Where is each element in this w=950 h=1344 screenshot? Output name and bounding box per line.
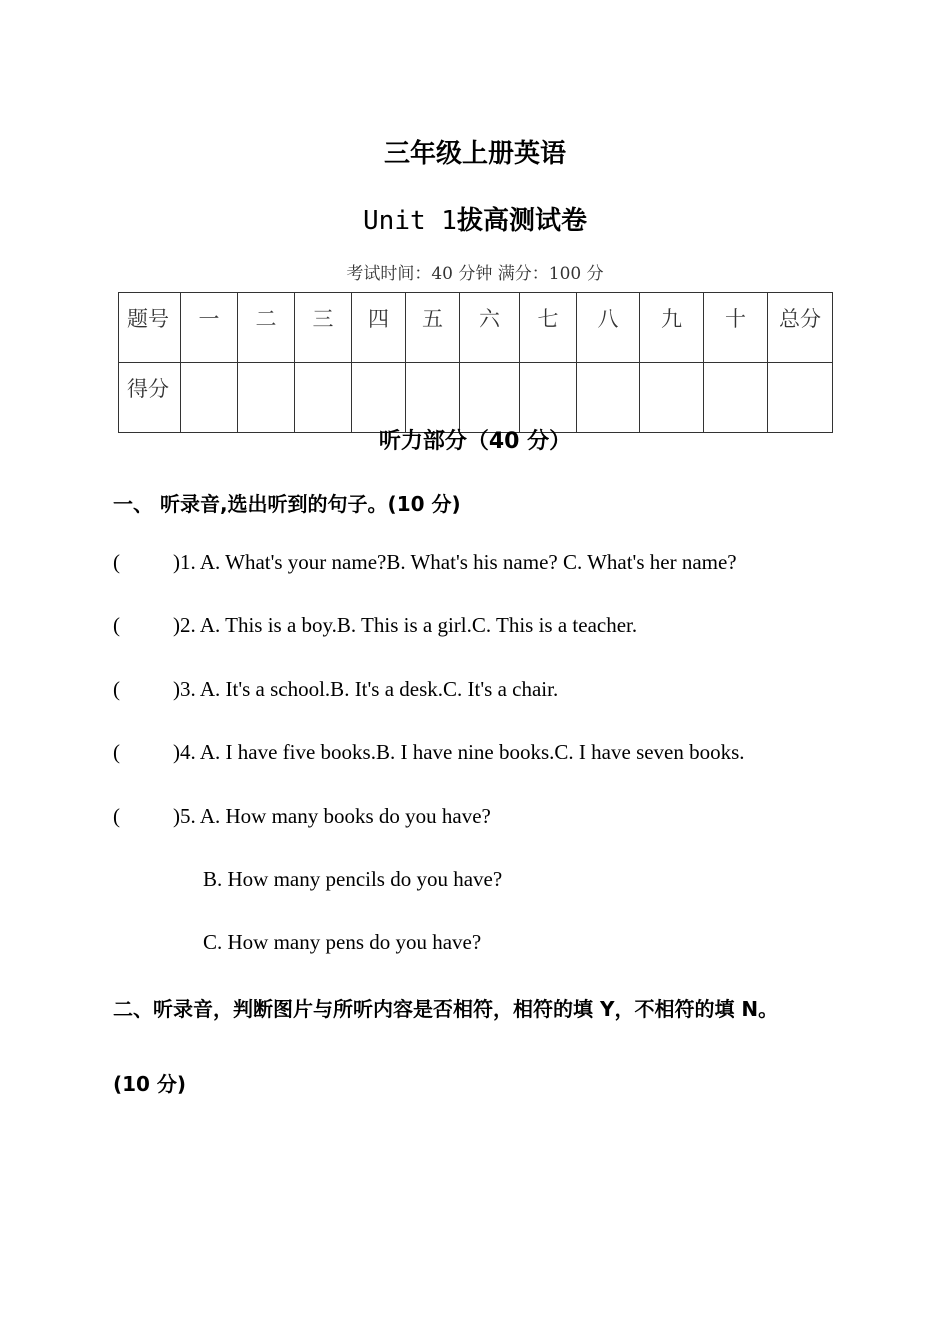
header-cell-total: 总分 <box>768 293 833 363</box>
question-text: )3. A. It's a school.B. It's a desk.C. It's a chair. <box>173 677 559 701</box>
part2-points: (10 分) <box>113 1072 187 1096</box>
header-cell: 五 <box>406 293 460 363</box>
header-cell: 一 <box>181 293 238 363</box>
score-cell[interactable] <box>640 363 704 433</box>
answer-blank[interactable]: ( <box>113 613 120 637</box>
question-text: )2. A. This is a boy.B. This is a girl.C. This is a teacher. <box>173 613 638 637</box>
score-cell-total[interactable] <box>768 363 833 433</box>
header-cell: 六 <box>460 293 520 363</box>
answer-blank[interactable]: ( <box>113 550 120 574</box>
header-cell: 二 <box>238 293 295 363</box>
subtitle-test-name: 拔高测试卷 <box>456 206 587 236</box>
score-table-score-row <box>119 363 833 433</box>
question-5-option-b: B. How many pencils do you have? <box>203 867 503 891</box>
question-5-option-c: C. How many pens do you have? <box>203 930 482 954</box>
score-cell[interactable] <box>181 363 238 433</box>
answer-blank[interactable]: ( <box>113 677 120 701</box>
page-subtitle <box>0 200 950 237</box>
score-cell[interactable] <box>460 363 520 433</box>
question-text: )5. A. How many books do you have? <box>173 804 491 828</box>
header-cell: 八 <box>577 293 640 363</box>
score-cell[interactable] <box>238 363 295 433</box>
question-text: )1. A. What's your name?B. What's his name? C. What's her name? <box>173 550 737 574</box>
subtitle-unit: Unit 1 <box>363 206 457 236</box>
header-cell: 七 <box>520 293 577 363</box>
header-cell-question-number: 题号 <box>119 293 181 363</box>
header-cell: 三 <box>295 293 352 363</box>
listening-section-heading: 听力部分（40 分） <box>378 429 572 454</box>
part1-heading: 一、 听录音,选出听到的句子。(10 分) <box>113 492 461 516</box>
question-text: )4. A. I have five books.B. I have nine books.C. I have seven books. <box>173 740 745 764</box>
question-3 <box>113 677 558 702</box>
score-cell[interactable] <box>406 363 460 433</box>
score-cell[interactable] <box>520 363 577 433</box>
header-cell: 十 <box>704 293 768 363</box>
header-cell: 四 <box>352 293 406 363</box>
score-cell[interactable] <box>295 363 352 433</box>
score-cell[interactable] <box>352 363 406 433</box>
answer-blank[interactable]: ( <box>113 804 120 828</box>
score-cell[interactable] <box>577 363 640 433</box>
score-cell[interactable] <box>704 363 768 433</box>
question-2 <box>113 613 637 638</box>
question-1 <box>113 550 737 575</box>
row-label-score: 得分 <box>119 363 181 433</box>
question-5 <box>113 804 491 829</box>
score-table <box>118 292 833 433</box>
exam-info: 考试时间：40 分钟 满分：100 分 <box>346 264 604 284</box>
part2-heading: 二、听录音，判断图片与所听内容是否相符，相符的填 Y，不相符的填 N。 <box>113 997 779 1021</box>
answer-blank[interactable]: ( <box>113 740 120 764</box>
question-4 <box>113 740 745 765</box>
header-cell: 九 <box>640 293 704 363</box>
score-table-header-row <box>119 293 833 363</box>
page-title: 三年级上册英语 <box>383 139 566 169</box>
